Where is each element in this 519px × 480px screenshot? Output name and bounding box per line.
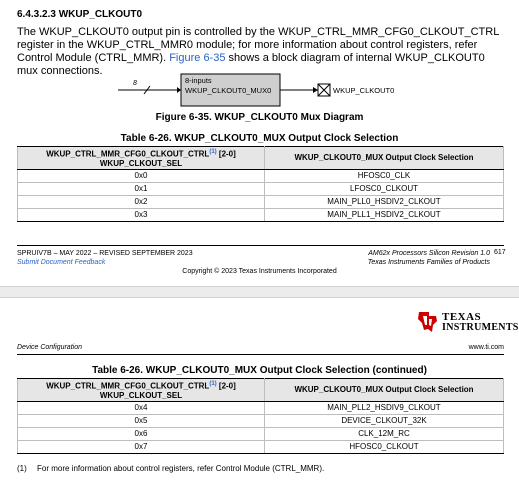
mux-block-label-1: 8-inputs <box>185 76 212 85</box>
output-pin-label: WKUP_CLKOUT0 <box>333 86 395 95</box>
chapter-name: Device Configuration <box>17 344 82 351</box>
table-row <box>18 401 504 414</box>
mux-block-label-2: WKUP_CLKOUT0_MUX0 <box>185 86 272 95</box>
ti-logo <box>416 309 519 335</box>
bus-width-label: 8 <box>133 80 137 87</box>
column-header-select <box>18 147 265 170</box>
table-header-row <box>18 147 504 170</box>
footer-divider <box>17 245 504 246</box>
header-divider <box>17 354 504 355</box>
table-1-caption: Table 6-26. WKUP_CLKOUT0_MUX Output Clock Selection <box>120 133 399 144</box>
product-line: AM62x Processors Silicon Revision 1.0 <box>368 250 490 257</box>
document-id: SPRUIV7B – MAY 2022 – REVISED SEPTEMBER 2023 <box>17 250 193 257</box>
select-value: 0x1 <box>18 182 265 195</box>
footnote-ref[interactable]: (1) <box>209 149 217 155</box>
header-field-name: WKUP_CLKOUT_SEL <box>99 158 183 168</box>
paragraph-text-1: The WKUP_CLKOUT0 output pin is controlled by the WKUP_CTRL_MMR_CFG0_CLKOUT_CTRL register in the WKUP_CTRL_MMR0 module; for more information about control registers, refer Control Module (CTRL_MMR). <box>17 26 499 64</box>
footer-left <box>17 249 193 267</box>
clock-source: MAIN_PLL1_HSDIV2_CLKOUT <box>265 208 504 221</box>
table-row <box>18 195 504 208</box>
select-value: 0x5 <box>18 414 265 427</box>
site-url[interactable]: www.ti.com <box>468 344 504 351</box>
header-register-name: WKUP_CTRL_MMR_CFG0_CLKOUT_CTRL <box>46 381 210 391</box>
clock-source: DEVICE_CLKOUT_32K <box>265 414 504 427</box>
table-row <box>18 440 504 453</box>
clock-source: MAIN_PLL0_HSDIV2_CLKOUT <box>265 195 504 208</box>
figure-link[interactable]: Figure 6-35 <box>169 52 226 64</box>
clock-source: CLK_12M_RC <box>265 427 504 440</box>
table-2-caption: Table 6-26. WKUP_CLKOUT0_MUX Output Clock Selection (continued) <box>92 365 427 376</box>
select-value: 0x4 <box>18 401 265 414</box>
select-value: 0x6 <box>18 427 265 440</box>
table-row <box>18 169 504 182</box>
column-header-select <box>18 379 265 402</box>
ti-state-icon <box>416 309 440 335</box>
select-value: 0x2 <box>18 195 265 208</box>
footnote-number: (1) <box>17 464 27 473</box>
page-break <box>0 286 519 298</box>
figure-caption: Figure 6-35. WKUP_CLKOUT0 Mux Diagram <box>155 112 364 123</box>
footer-right <box>330 249 490 267</box>
table-row <box>18 427 504 440</box>
select-value: 0x0 <box>18 169 265 182</box>
column-header-clock: WKUP_CLKOUT0_MUX Output Clock Selection <box>265 379 504 402</box>
mux-block-diagram <box>0 70 519 110</box>
input-bus-arrow <box>177 87 181 93</box>
table-footnote <box>17 464 324 473</box>
header-register-name: WKUP_CTRL_MMR_CFG0_CLKOUT_CTRL <box>46 149 210 159</box>
select-value: 0x3 <box>18 208 265 221</box>
page-number: 617 <box>494 249 506 256</box>
logo-text-instruments: INSTRUMENTS <box>442 322 519 333</box>
copyright-notice: Copyright © 2023 Texas Instruments Incorporated <box>182 268 337 275</box>
footnote-text: For more information about control registers, refer Control Module (CTRL_MMR). <box>37 464 325 473</box>
table-row <box>18 208 504 221</box>
header-bit-range: [2-0] <box>218 149 236 159</box>
product-family: Texas Instruments Families of Products <box>367 259 490 266</box>
clock-source: HFOSC0_CLKOUT <box>265 440 504 453</box>
header-field-name: WKUP_CLKOUT_SEL <box>99 390 183 400</box>
clock-selection-table-2 <box>17 378 504 454</box>
column-header-clock: WKUP_CLKOUT0_MUX Output Clock Selection <box>265 147 504 170</box>
header-bit-range: [2-0] <box>218 381 236 391</box>
clock-source: LFOSC0_CLKOUT <box>265 182 504 195</box>
table-row <box>18 414 504 427</box>
section-heading: 6.4.3.2.3 WKUP_CLKOUT0 <box>17 9 143 20</box>
footnote-ref[interactable]: (1) <box>209 381 217 387</box>
select-value: 0x7 <box>18 440 265 453</box>
clock-source: HFOSC0_CLK <box>265 169 504 182</box>
output-arrow <box>313 87 318 93</box>
table-row <box>18 182 504 195</box>
clock-source: MAIN_PLL2_HSDIV9_CLKOUT <box>265 401 504 414</box>
submit-feedback-link[interactable]: Submit Document Feedback <box>17 259 106 266</box>
logo-text-texas: TEXAS <box>442 311 482 323</box>
paragraph-text-2: shows a block diagram of internal WKUP_CLKOUT0 mux connections. <box>17 52 485 77</box>
table-header-row <box>18 379 504 402</box>
clock-selection-table-1 <box>17 146 504 222</box>
